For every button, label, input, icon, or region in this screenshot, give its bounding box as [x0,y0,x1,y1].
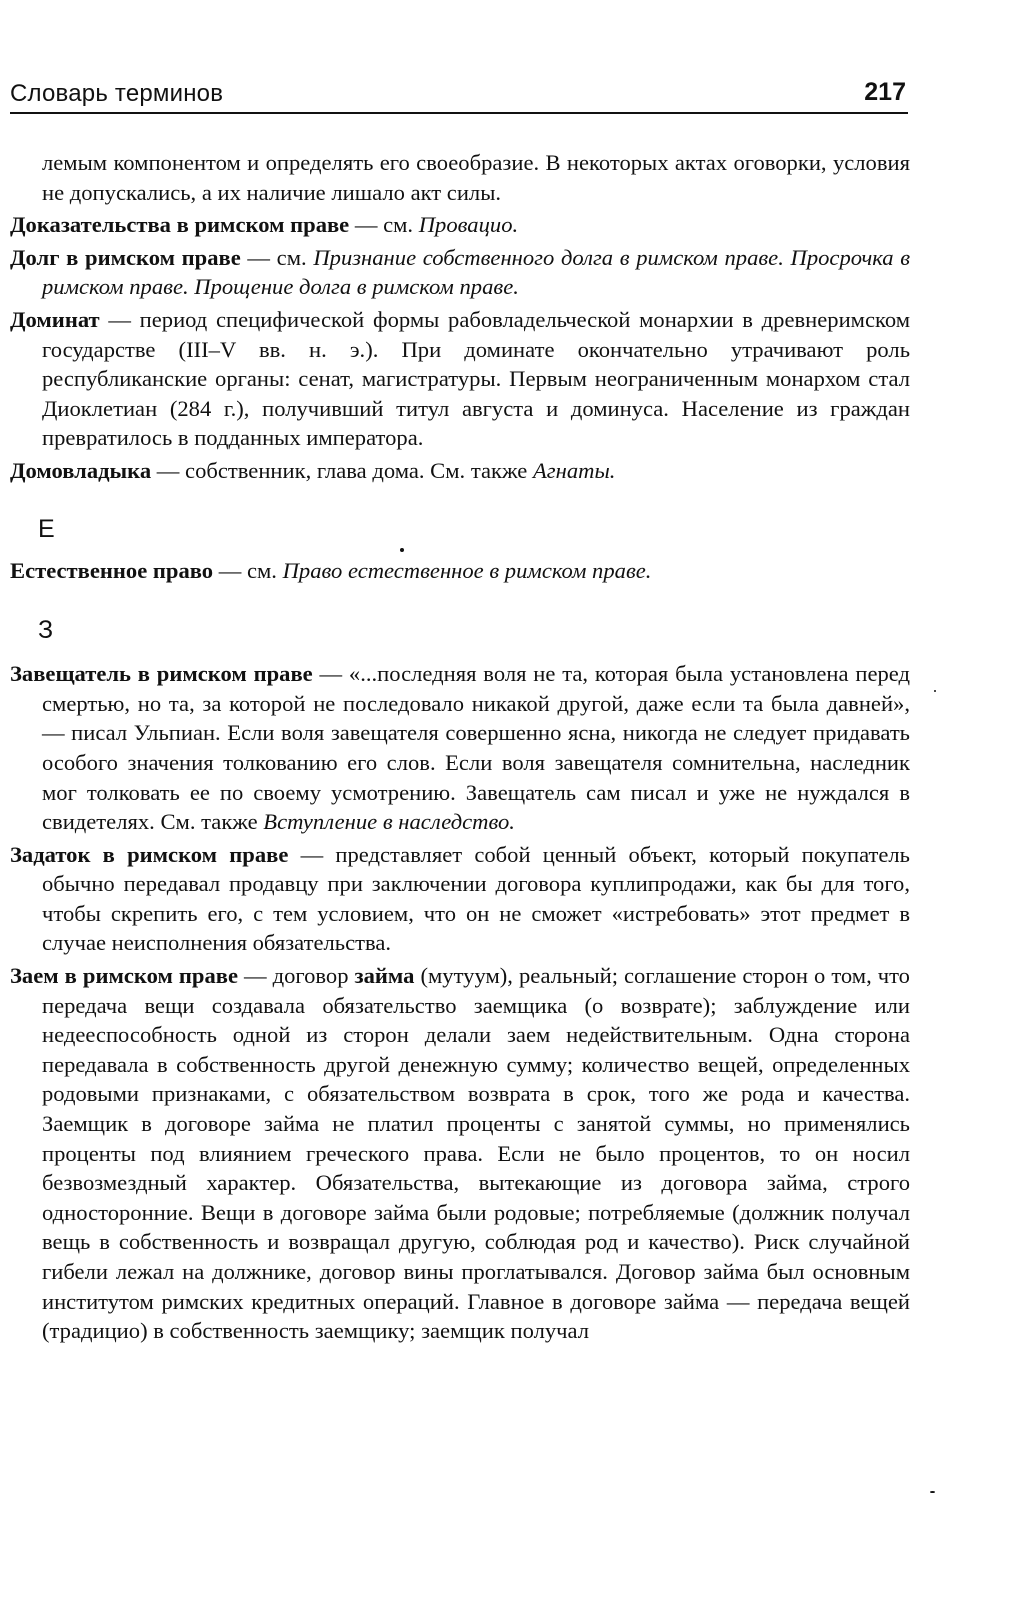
entry-term: Доминат [10,306,100,332]
entry-continuation [10,148,910,207]
entry-term: Домовладыка [10,457,152,483]
entry-definition-cont: (мутуум), реальный; соглашение сторон о том, что передача вещи создавала обязательство заемщика (о возврате); заблуждение или недееспособность одной из сторон делали заем недействительным. Одна сторона передавала в собственность другой денежную сумму; количество вещей, определенных родовыми признаками, с обязательством возврата в срок, того же рода и качества. Заемщик в договоре займа не платил проценты с занятой суммы, но применялись проценты под влиянием греческого права. Если не было процентов, то он носил безвозмездный характер. Обязательства, вытекающие из договора займа, строго односторонние. Вещи в договоре займа были родовые; потребляемые (должник получал вещь в собственность и возвращал другую, соблюдая род и качество). Риск случайной гибели лежал на должнике, договор вины проглатывался. Договор займа был основным институтом римских кредитных операций. Главное в договоре займа — передача вещей (традицио) в собственность заемщику; заемщик получал [42,963,910,1344]
entry-dash: — см. [349,212,419,238]
entry-term: Естественное право [10,557,214,583]
entry-domovladyka [10,456,910,486]
entry-zaveshchatel [10,659,910,837]
entry-zadatok [10,840,910,958]
entry-reference: Агнаты. [533,457,616,483]
entry-reference: Провацио. [418,212,519,238]
entry-estestvennoe [10,556,910,586]
print-speck [400,548,404,552]
entry-dokazatelstva [10,210,910,240]
entry-definition: — представляет собой ценный объект, который покупатель обычно передавал продавцу при заключении договора куплипродажи, как бы для того, чтобы скрепить его, с тем условием, что он не сможет «истребовать» этот предмет в случае неисполнения обязательства. [42,841,910,956]
running-title: Словарь терминов [10,80,224,107]
entry-emphasis: займа [354,963,415,989]
entry-definition: — договор [237,963,355,989]
entry-term: Долг в римском праве [10,244,241,270]
running-header [10,78,908,114]
letter-heading-e: Е [38,514,55,543]
print-speck [934,690,936,692]
entry-reference: Право естественное в римском праве. [282,557,652,583]
entry-term: Завещатель в римском праве [10,661,313,687]
entry-term: Задаток в римском праве [10,841,289,867]
glossary-body [10,148,910,1349]
entry-definition: — собственник, глава дома. См. также [151,457,533,483]
entry-term: Доказательства в римском праве [10,212,350,238]
entry-dash: — см. [240,244,314,270]
entry-definition: — «...последняя воля не та, которая была установлена перед смертью, но та, за которой не последовало никакой другой, даже если та была давней», — писал Ульпиан. Если воля завещателя совершенно ясна, никогда не следует придавать особого значения толкованию его слов. Если воля завещателя сомнительна, наследник мог толковать ее по своему усмотрению. Завещатель сам писал и уже не нуждался в свидетелях. См. также [42,661,910,835]
entry-dominat [10,305,910,453]
continuation-text: лемым компонентом и определять его своеобразие. В некоторых актах оговорки, условия не допускались, а их наличие лишало акт силы. [42,150,910,205]
entry-zaem [10,961,910,1346]
entry-definition: — период специфической формы рабовладельческой монархии в древнеримском государстве (III–V вв. н. э.). При доминате окончательно утрачивают роль республиканские органы: сенат, магистратуры. Первым неограниченным монархом стал Диоклетиан (284 г.), получивший титул августа и доминуса. Население из граждан превратилось в подданных императора. [42,306,910,451]
letter-heading-z: З [38,616,54,645]
print-speck [930,1491,935,1493]
entry-reference: Вступление в наследство. [263,809,515,835]
entry-reference: Признание собственного долга в римском праве. Просрочка в римском праве. Прощение долга в римском праве. [42,244,911,300]
entry-dolg [10,243,910,302]
entry-term: Заем в римском праве [10,963,238,989]
page-number: 217 [864,78,906,106]
entry-dash: — см. [213,557,283,583]
